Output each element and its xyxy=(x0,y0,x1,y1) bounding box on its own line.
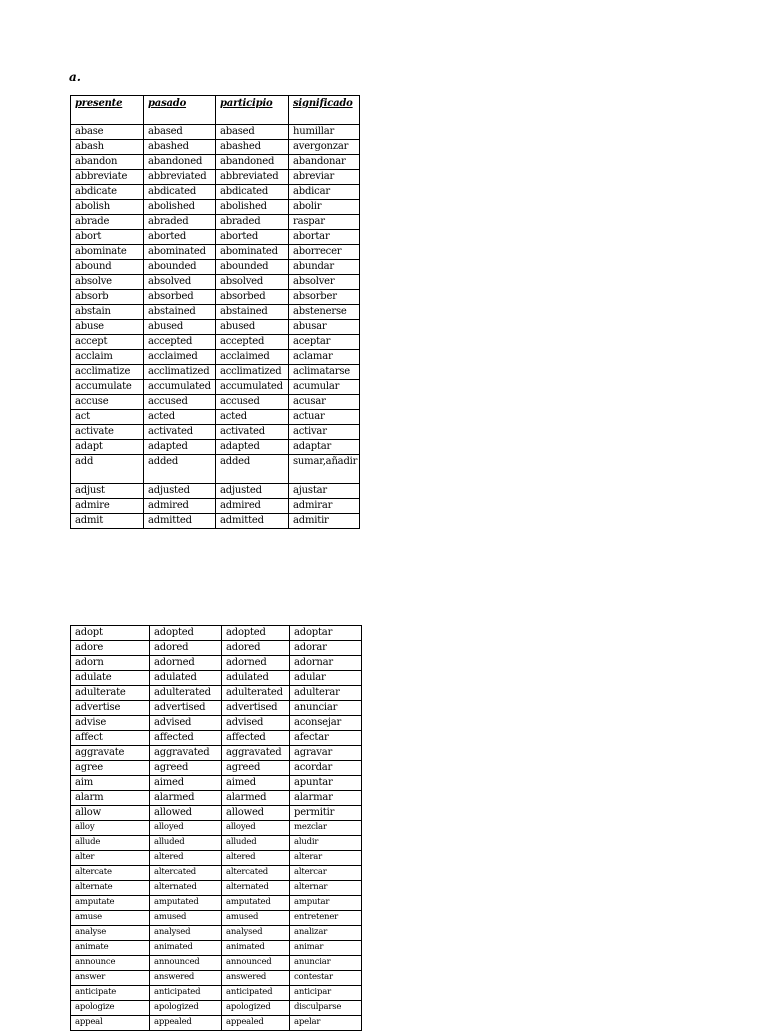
presente-cell: allow xyxy=(71,806,150,821)
participio-cell: admired xyxy=(216,499,289,514)
significado-cell: anunciar xyxy=(290,701,362,716)
presente-cell: apologize xyxy=(71,1001,150,1016)
presente-cell: acclimatize xyxy=(71,365,144,380)
participio-cell: advertised xyxy=(222,701,290,716)
table-row xyxy=(71,881,362,896)
table-row xyxy=(71,701,362,716)
significado-cell: apelar xyxy=(290,1016,362,1031)
participio-cell: added xyxy=(216,455,289,484)
table-row xyxy=(71,380,360,395)
significado-cell: mezclar xyxy=(290,821,362,836)
table-row xyxy=(71,305,360,320)
table-row xyxy=(71,275,360,290)
participio-cell: adapted xyxy=(216,440,289,455)
pasado-cell: adulterated xyxy=(150,686,222,701)
participio-cell: anticipated xyxy=(222,986,290,1001)
presente-cell: admit xyxy=(71,514,144,529)
presente-cell: act xyxy=(71,410,144,425)
participio-cell: abandoned xyxy=(216,155,289,170)
presente-cell: advise xyxy=(71,716,150,731)
participio-cell: alternated xyxy=(222,881,290,896)
significado-cell: admirar xyxy=(289,499,360,514)
table-row xyxy=(71,425,360,440)
presente-cell: acclaim xyxy=(71,350,144,365)
presente-cell: abuse xyxy=(71,320,144,335)
table-row xyxy=(71,971,362,986)
table-row xyxy=(71,335,360,350)
table-row xyxy=(71,484,360,499)
table-row xyxy=(71,761,362,776)
presente-cell: accumulate xyxy=(71,380,144,395)
significado-cell: sumar,añadir xyxy=(289,455,360,484)
significado-cell: abundar xyxy=(289,260,360,275)
pasado-cell: adopted xyxy=(150,626,222,641)
table-row xyxy=(71,686,362,701)
significado-cell: amputar xyxy=(290,896,362,911)
table-row xyxy=(71,626,362,641)
significado-cell: agravar xyxy=(290,746,362,761)
presente-cell: abandon xyxy=(71,155,144,170)
table-row xyxy=(71,716,362,731)
significado-cell: animar xyxy=(290,941,362,956)
table-row xyxy=(71,455,360,484)
verb-table-2 xyxy=(70,625,362,1031)
participio-cell: analysed xyxy=(222,926,290,941)
participio-cell: activated xyxy=(216,425,289,440)
pasado-cell: altered xyxy=(150,851,222,866)
participio-cell: abased xyxy=(216,125,289,140)
significado-cell: aceptar xyxy=(289,335,360,350)
pasado-cell: abashed xyxy=(144,140,216,155)
presente-cell: anticipate xyxy=(71,986,150,1001)
presente-cell: abominate xyxy=(71,245,144,260)
table-row xyxy=(71,140,360,155)
presente-cell: abdicate xyxy=(71,185,144,200)
significado-cell: analizar xyxy=(290,926,362,941)
significado-cell: alarmar xyxy=(290,791,362,806)
table-row xyxy=(71,806,362,821)
table-row xyxy=(71,440,360,455)
participio-cell: appealed xyxy=(222,1016,290,1031)
table-row xyxy=(71,245,360,260)
participio-cell: alloyed xyxy=(222,821,290,836)
significado-cell: adornar xyxy=(290,656,362,671)
pasado-cell: activated xyxy=(144,425,216,440)
pasado-cell: amused xyxy=(150,911,222,926)
table-row xyxy=(71,836,362,851)
participio-cell: abstained xyxy=(216,305,289,320)
presente-cell: abbreviate xyxy=(71,170,144,185)
pasado-cell: altercated xyxy=(150,866,222,881)
presente-cell: adore xyxy=(71,641,150,656)
pasado-cell: acclimatized xyxy=(144,365,216,380)
pasado-cell: admitted xyxy=(144,514,216,529)
pasado-cell: adorned xyxy=(150,656,222,671)
significado-cell: acordar xyxy=(290,761,362,776)
presente-cell: altercate xyxy=(71,866,150,881)
significado-cell: apuntar xyxy=(290,776,362,791)
table-row xyxy=(71,260,360,275)
participio-cell: adored xyxy=(222,641,290,656)
participio-cell: abounded xyxy=(216,260,289,275)
table-row xyxy=(71,821,362,836)
presente-cell: adapt xyxy=(71,440,144,455)
presente-cell: abstain xyxy=(71,305,144,320)
significado-cell: activar xyxy=(289,425,360,440)
presente-cell: abolish xyxy=(71,200,144,215)
presente-cell: amputate xyxy=(71,896,150,911)
pasado-cell: amputated xyxy=(150,896,222,911)
significado-cell: anunciar xyxy=(290,956,362,971)
pasado-cell: advertised xyxy=(150,701,222,716)
presente-cell: adulate xyxy=(71,671,150,686)
table-row xyxy=(71,731,362,746)
participio-cell: accumulated xyxy=(216,380,289,395)
pasado-cell: animated xyxy=(150,941,222,956)
presente-cell: abort xyxy=(71,230,144,245)
pasado-cell: answered xyxy=(150,971,222,986)
table-row xyxy=(71,185,360,200)
significado-cell: adoptar xyxy=(290,626,362,641)
significado-cell: abandonar xyxy=(289,155,360,170)
significado-cell: adular xyxy=(290,671,362,686)
table-row xyxy=(71,896,362,911)
presente-cell: admire xyxy=(71,499,144,514)
pasado-cell: accepted xyxy=(144,335,216,350)
significado-cell: raspar xyxy=(289,215,360,230)
pasado-cell: adapted xyxy=(144,440,216,455)
presente-cell: agree xyxy=(71,761,150,776)
participio-cell: acted xyxy=(216,410,289,425)
table-header-row xyxy=(71,96,360,125)
pasado-cell: aggravated xyxy=(150,746,222,761)
participio-cell: aborted xyxy=(216,230,289,245)
presente-cell: absolve xyxy=(71,275,144,290)
participio-cell: abominated xyxy=(216,245,289,260)
significado-cell: abusar xyxy=(289,320,360,335)
pasado-cell: abounded xyxy=(144,260,216,275)
significado-cell: abstenerse xyxy=(289,305,360,320)
participio-cell: altercated xyxy=(222,866,290,881)
table-row xyxy=(71,215,360,230)
significado-cell: adulterar xyxy=(290,686,362,701)
pasado-cell: advised xyxy=(150,716,222,731)
participio-cell: agreed xyxy=(222,761,290,776)
table-row xyxy=(71,320,360,335)
participio-cell: altered xyxy=(222,851,290,866)
presente-cell: adulterate xyxy=(71,686,150,701)
participio-cell: amputated xyxy=(222,896,290,911)
table-row xyxy=(71,200,360,215)
table-row xyxy=(71,911,362,926)
table-row xyxy=(71,365,360,380)
presente-cell: animate xyxy=(71,941,150,956)
table-row xyxy=(71,170,360,185)
header-presente: presente xyxy=(71,96,144,125)
table-row xyxy=(71,926,362,941)
section-label: a. xyxy=(69,70,81,84)
significado-cell: aborrecer xyxy=(289,245,360,260)
participio-cell: absolved xyxy=(216,275,289,290)
presente-cell: alter xyxy=(71,851,150,866)
participio-cell: abused xyxy=(216,320,289,335)
participio-cell: affected xyxy=(222,731,290,746)
pasado-cell: apologized xyxy=(150,1001,222,1016)
table-row xyxy=(71,410,360,425)
participio-cell: abashed xyxy=(216,140,289,155)
significado-cell: aludir xyxy=(290,836,362,851)
table-row xyxy=(71,851,362,866)
participio-cell: absorbed xyxy=(216,290,289,305)
table-row xyxy=(71,941,362,956)
participio-cell: answered xyxy=(222,971,290,986)
presente-cell: absorb xyxy=(71,290,144,305)
participio-cell: abbreviated xyxy=(216,170,289,185)
significado-cell: abolir xyxy=(289,200,360,215)
participio-cell: aimed xyxy=(222,776,290,791)
pasado-cell: acclaimed xyxy=(144,350,216,365)
participio-cell: acclimatized xyxy=(216,365,289,380)
significado-cell: aconsejar xyxy=(290,716,362,731)
pasado-cell: abased xyxy=(144,125,216,140)
presente-cell: allude xyxy=(71,836,150,851)
pasado-cell: abdicated xyxy=(144,185,216,200)
table-row xyxy=(71,350,360,365)
table-row xyxy=(71,1016,362,1031)
pasado-cell: adored xyxy=(150,641,222,656)
significado-cell: alterar xyxy=(290,851,362,866)
presente-cell: abase xyxy=(71,125,144,140)
participio-cell: advised xyxy=(222,716,290,731)
presente-cell: analyse xyxy=(71,926,150,941)
significado-cell: aclamar xyxy=(289,350,360,365)
participio-cell: accused xyxy=(216,395,289,410)
participio-cell: adjusted xyxy=(216,484,289,499)
pasado-cell: affected xyxy=(150,731,222,746)
pasado-cell: admired xyxy=(144,499,216,514)
table-row xyxy=(71,986,362,1001)
presente-cell: adjust xyxy=(71,484,144,499)
pasado-cell: alarmed xyxy=(150,791,222,806)
presente-cell: appeal xyxy=(71,1016,150,1031)
pasado-cell: abstained xyxy=(144,305,216,320)
pasado-cell: alluded xyxy=(150,836,222,851)
significado-cell: avergonzar xyxy=(289,140,360,155)
pasado-cell: acted xyxy=(144,410,216,425)
participio-cell: apologized xyxy=(222,1001,290,1016)
participio-cell: adulterated xyxy=(222,686,290,701)
significado-cell: abortar xyxy=(289,230,360,245)
presente-cell: affect xyxy=(71,731,150,746)
pasado-cell: alternated xyxy=(150,881,222,896)
participio-cell: announced xyxy=(222,956,290,971)
significado-cell: ajustar xyxy=(289,484,360,499)
pasado-cell: aimed xyxy=(150,776,222,791)
significado-cell: acusar xyxy=(289,395,360,410)
table-row xyxy=(71,290,360,305)
header-participio: participio xyxy=(216,96,289,125)
presente-cell: abrade xyxy=(71,215,144,230)
table-row xyxy=(71,746,362,761)
significado-cell: aclimatarse xyxy=(289,365,360,380)
table-row xyxy=(71,155,360,170)
presente-cell: accept xyxy=(71,335,144,350)
presente-cell: answer xyxy=(71,971,150,986)
table-row xyxy=(71,230,360,245)
presente-cell: aggravate xyxy=(71,746,150,761)
presente-cell: adorn xyxy=(71,656,150,671)
pasado-cell: accumulated xyxy=(144,380,216,395)
participio-cell: adopted xyxy=(222,626,290,641)
significado-cell: altercar xyxy=(290,866,362,881)
pasado-cell: absorbed xyxy=(144,290,216,305)
significado-cell: alternar xyxy=(290,881,362,896)
significado-cell: actuar xyxy=(289,410,360,425)
participio-cell: abolished xyxy=(216,200,289,215)
pasado-cell: alloyed xyxy=(150,821,222,836)
pasado-cell: agreed xyxy=(150,761,222,776)
verb-table-1 xyxy=(70,95,360,529)
pasado-cell: abraded xyxy=(144,215,216,230)
significado-cell: anticipar xyxy=(290,986,362,1001)
significado-cell: abreviar xyxy=(289,170,360,185)
table-row xyxy=(71,1001,362,1016)
pasado-cell: abominated xyxy=(144,245,216,260)
participio-cell: admitted xyxy=(216,514,289,529)
table-row xyxy=(71,395,360,410)
presente-cell: alloy xyxy=(71,821,150,836)
participio-cell: aggravated xyxy=(222,746,290,761)
participio-cell: amused xyxy=(222,911,290,926)
presente-cell: adopt xyxy=(71,626,150,641)
pasado-cell: adulated xyxy=(150,671,222,686)
table-row xyxy=(71,656,362,671)
participio-cell: acclaimed xyxy=(216,350,289,365)
pasado-cell: allowed xyxy=(150,806,222,821)
significado-cell: acumular xyxy=(289,380,360,395)
significado-cell: admitir xyxy=(289,514,360,529)
table-row xyxy=(71,125,360,140)
pasado-cell: abused xyxy=(144,320,216,335)
table-row xyxy=(71,499,360,514)
significado-cell: afectar xyxy=(290,731,362,746)
presente-cell: abash xyxy=(71,140,144,155)
participio-cell: abdicated xyxy=(216,185,289,200)
significado-cell: absolver xyxy=(289,275,360,290)
pasado-cell: absolved xyxy=(144,275,216,290)
table-row xyxy=(71,956,362,971)
table-row xyxy=(71,866,362,881)
participio-cell: abraded xyxy=(216,215,289,230)
presente-cell: alarm xyxy=(71,791,150,806)
presente-cell: activate xyxy=(71,425,144,440)
presente-cell: advertise xyxy=(71,701,150,716)
significado-cell: abdicar xyxy=(289,185,360,200)
significado-cell: entretener xyxy=(290,911,362,926)
presente-cell: announce xyxy=(71,956,150,971)
presente-cell: add xyxy=(71,455,144,484)
significado-cell: adaptar xyxy=(289,440,360,455)
significado-cell: adorar xyxy=(290,641,362,656)
table-row xyxy=(71,671,362,686)
verb-table-1-body xyxy=(71,125,360,529)
participio-cell: alluded xyxy=(222,836,290,851)
header-pasado: pasado xyxy=(144,96,216,125)
pasado-cell: added xyxy=(144,455,216,484)
participio-cell: adulated xyxy=(222,671,290,686)
significado-cell: absorber xyxy=(289,290,360,305)
participio-cell: allowed xyxy=(222,806,290,821)
significado-cell: contestar xyxy=(290,971,362,986)
presente-cell: amuse xyxy=(71,911,150,926)
participio-cell: alarmed xyxy=(222,791,290,806)
significado-cell: humillar xyxy=(289,125,360,140)
presente-cell: abound xyxy=(71,260,144,275)
pasado-cell: accused xyxy=(144,395,216,410)
pasado-cell: anticipated xyxy=(150,986,222,1001)
pasado-cell: abolished xyxy=(144,200,216,215)
pasado-cell: adjusted xyxy=(144,484,216,499)
pasado-cell: abbreviated xyxy=(144,170,216,185)
participio-cell: adorned xyxy=(222,656,290,671)
table-row xyxy=(71,791,362,806)
verb-table-2-body xyxy=(71,626,362,1031)
pasado-cell: appealed xyxy=(150,1016,222,1031)
pasado-cell: analysed xyxy=(150,926,222,941)
pasado-cell: announced xyxy=(150,956,222,971)
pasado-cell: abandoned xyxy=(144,155,216,170)
table-row xyxy=(71,641,362,656)
significado-cell: disculparse xyxy=(290,1001,362,1016)
header-significado: significado xyxy=(289,96,360,125)
presente-cell: aim xyxy=(71,776,150,791)
pasado-cell: aborted xyxy=(144,230,216,245)
table-row xyxy=(71,514,360,529)
significado-cell: permitir xyxy=(290,806,362,821)
participio-cell: animated xyxy=(222,941,290,956)
table-row xyxy=(71,776,362,791)
presente-cell: alternate xyxy=(71,881,150,896)
presente-cell: accuse xyxy=(71,395,144,410)
participio-cell: accepted xyxy=(216,335,289,350)
